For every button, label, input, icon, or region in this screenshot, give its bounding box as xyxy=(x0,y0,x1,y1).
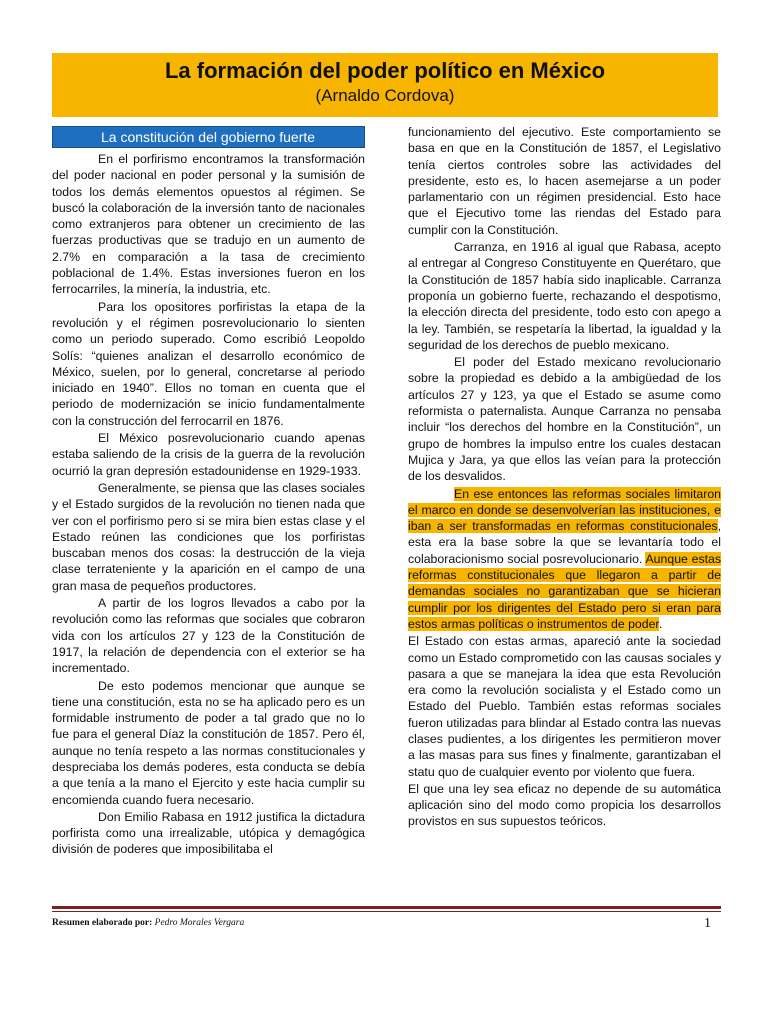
paragraph: El poder del Estado mexicano revolucionario sobre la propiedad es debido a la ambigüedad de los artículos 27 y 123, ya que el Estado se asume como reformista o paternalista. Aunque Carranza no pensaba incluir “los derechos del hombre en la Constitución”, un grupo de hombres la impulso entre los cuales destacan Mujica y Jara, ya que ellos las veían para la protección de los desvalidos. xyxy=(408,355,721,484)
paragraph: El México posrevolucionario cuando apenas estaba saliendo de la crisis de la guerra de la revolución ocurrió la gran depresión estadounidense en 1929-1933. xyxy=(52,431,365,478)
paragraph: A partir de los logros llevados a cabo por la revolución como las reformas que sociales que cobraron vida con los artículos 27 y 123 de la Constitución de 1917, la relación de dependencia con el exterior se ha incrementado. xyxy=(52,596,365,676)
left-column xyxy=(52,126,365,859)
paragraph-text: . xyxy=(658,616,663,631)
highlighted-text: En ese entonces las reformas sociales limitaron el marco en donde se desenvolverían las instituciones, e iban a ser transformadas en reformas constitucionales xyxy=(408,486,721,534)
footer-label: Resumen elaborado por: xyxy=(52,918,153,928)
footer-author: Pedro Morales Vergara xyxy=(154,918,245,928)
paragraph: Generalmente, se piensa que las clases sociales y el Estado surgidos de la revolución no tienen nada que ver con el porfirismo pero si se mira bien estas clase y el Estado reúnen las condiciones que los porfiristas buscaban menos dos cosas: la destrucción de la vieja clase terrateniente y la aparición en el campo de una gran masa de pequeños productores. xyxy=(52,480,365,593)
page-number: 1 xyxy=(704,916,711,931)
footer-credit xyxy=(52,918,244,928)
paragraph: El que una ley sea eficaz no depende de su automática aplicación sino del modo como propicia los desarrollos provistos en sus supuestos teóricos. xyxy=(408,781,721,829)
paragraph-text: , esta era la base sobre la que se levantaría todo el colaboracionismo social posrevolucionario. xyxy=(408,519,721,566)
right-column xyxy=(408,124,721,831)
paragraph: El Estado con estas armas, apareció ante la sociedad como un Estado comprometido con las causas sociales y pasara a que se manejara la idea que esta Revolución era como la revolución socialista y el Estado como un Estado del Pueblo. También estas reformas sociales fueron utilizadas para blindar al Estado contra las nuevas clases pudientes, a los dirigentes les permitieron mover a las masas para sus fines y finalmente, garantizaban el statu quo de cualquier evento por violento que fuera. xyxy=(408,634,721,779)
footer-rule xyxy=(52,906,721,909)
section-heading: La constitución del gobierno fuerte xyxy=(52,126,365,148)
footer-rule xyxy=(52,911,721,912)
document-subtitle: (Arnaldo Cordova) xyxy=(315,86,455,105)
highlighted-paragraph xyxy=(408,486,721,633)
paragraph: De esto podemos mencionar que aunque se tiene una constitución, esta no se ha aplicado pero es un formidable instrumento de poder a tal grado que no lo fue para el general Díaz la constitución de 1857. Pero él, aunque no tenía respeto a las normas constitucionales y despreciaba los demás poderes, esta conducta se debía a que tenía a la mano el Ejercito y este hacia cumplir su encomienda cuando fuera necesario. xyxy=(52,678,365,807)
paragraph: Don Emilio Rabasa en 1912 justifica la dictadura porfirista como una irrealizable, utópica y demagógica división de poderes que imposibilitaba el xyxy=(52,809,365,857)
highlighted-text: Aunque estas reformas constitucionales que llegaron a partir de demandas sociales no garantizaban que se hicieran cumplir por los dirigentes del Estado pero si eran para estos armas políticas o instrumentos de poder xyxy=(408,551,721,631)
paragraph: funcionamiento del ejecutivo. Este comportamiento se basa en que en la Constitución de 1857, el Legislativo tenía ciertos controles sobre las actividades del presidente, esto es, lo hacen asemejarse a un poder parlamentario con un régimen presidencial. Esto hace que el Ejecutivo tome las riendas del Estado para cumplir con la Constitución. xyxy=(408,125,721,237)
title-banner xyxy=(52,53,718,117)
paragraph: Para los opositores porfiristas la etapa de la revolución y el régimen posrevolucionario lo sienten como un periodo superado. Como escribió Leopoldo Solís: “quienes analizan el desarrollo económico de México, suelen, por lo general, concretarse al periodo iniciado en 1940”. Ellos no toman en cuenta que el periodo de modernización se inicio fundamentalmente con la construcción del ferrocarril en 1876. xyxy=(52,299,365,428)
paragraph: Carranza, en 1916 al igual que Rabasa, acepto al entregar al Congreso Constituyente en Querétaro, que la Constitución de 1857 había sido inaplicable. Carranza proponía un gobierno fuerte, rechazando el despotismo, la elección directa del presidente, todo esto con apego a la ley. También, se respetaría la libertad, la igualdad y la seguridad de los derechos de pueblo mexicano. xyxy=(408,240,721,352)
paragraph: En el porfirismo encontramos la transformación del poder nacional en poder personal y la sumisión de todos los demás elementos opuestos al régimen. Se buscó la colaboración de la inversión tanto de nacionales como extranjeros para obtener un crecimiento de las fuerzas productivas que se tradujo en un aumento de 2.7% en comparación a la tasa de crecimiento poblacional de 1.4%. Estas inversiones fueron en los ferrocarriles, la minería, la industria, etc. xyxy=(52,152,365,297)
document-title: La formación del poder político en México xyxy=(164,58,606,83)
